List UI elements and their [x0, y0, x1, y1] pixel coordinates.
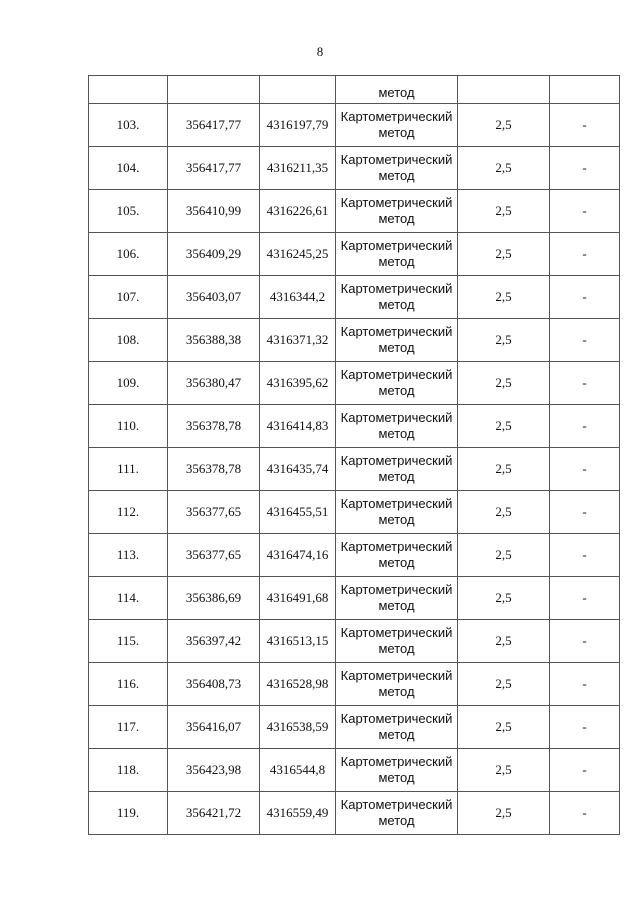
x-coordinate-cell: 356397,42 — [168, 620, 260, 663]
point-number-cell: 114. — [89, 577, 168, 620]
table-row — [89, 620, 620, 663]
method-line-2: метод — [378, 426, 415, 441]
table-row — [89, 706, 620, 749]
accuracy-cell: 2,5 — [458, 190, 550, 233]
table-row — [89, 405, 620, 448]
y-coordinate-cell — [260, 76, 336, 104]
point-number-cell: 108. — [89, 319, 168, 362]
method-line-1: Картометрический — [340, 453, 453, 468]
method-line-2: метод — [378, 383, 415, 398]
method-cell — [336, 792, 458, 835]
method-line-1: Картометрический — [340, 281, 453, 296]
x-coordinate-cell: 356410,99 — [168, 190, 260, 233]
method-line-2: метод — [378, 684, 415, 699]
method-cell — [336, 577, 458, 620]
method-line-1: Картометрический — [340, 109, 453, 124]
method-cell — [336, 233, 458, 276]
x-coordinate-cell: 356388,38 — [168, 319, 260, 362]
y-coordinate-cell: 4316513,15 — [260, 620, 336, 663]
page-number: 8 — [316, 44, 324, 59]
y-coordinate-cell: 4316544,8 — [260, 749, 336, 792]
x-coordinate-cell: 356417,77 — [168, 104, 260, 147]
method-line-2: метод — [378, 211, 415, 226]
method-line-1: Картометрический — [340, 410, 453, 425]
method-line-1: Картометрический — [340, 668, 453, 683]
method-line-2: метод — [378, 469, 415, 484]
table-row — [89, 534, 620, 577]
x-coordinate-cell: 356403,07 — [168, 276, 260, 319]
description-cell — [550, 76, 620, 104]
point-number-cell: 107. — [89, 276, 168, 319]
description-cell: - — [550, 534, 620, 577]
table-row — [89, 491, 620, 534]
table-row — [89, 233, 620, 276]
description-cell: - — [550, 663, 620, 706]
y-coordinate-cell: 4316455,51 — [260, 491, 336, 534]
method-cell — [336, 749, 458, 792]
point-number-cell: 112. — [89, 491, 168, 534]
x-coordinate-cell: 356417,77 — [168, 147, 260, 190]
method-line-2: метод — [378, 254, 415, 269]
accuracy-cell: 2,5 — [458, 319, 550, 362]
method-cell — [336, 319, 458, 362]
method-line-1: Картометрический — [340, 625, 453, 640]
accuracy-cell — [458, 76, 550, 104]
x-coordinate-cell: 356423,98 — [168, 749, 260, 792]
method-line-2: метод — [378, 125, 415, 140]
accuracy-cell: 2,5 — [458, 706, 550, 749]
description-cell: - — [550, 319, 620, 362]
point-number-cell: 106. — [89, 233, 168, 276]
method-cell — [336, 362, 458, 405]
x-coordinate-cell: 356409,29 — [168, 233, 260, 276]
y-coordinate-cell: 4316435,74 — [260, 448, 336, 491]
point-number-cell: 105. — [89, 190, 168, 233]
point-number-cell: 110. — [89, 405, 168, 448]
point-number-cell: 116. — [89, 663, 168, 706]
method-cell — [336, 448, 458, 491]
method-line-1: Картометрический — [340, 496, 453, 511]
accuracy-cell: 2,5 — [458, 448, 550, 491]
description-cell: - — [550, 792, 620, 835]
method-cell — [336, 706, 458, 749]
method-cell — [336, 405, 458, 448]
method-line-2: метод — [378, 340, 415, 355]
method-line-1: Картометрический — [340, 797, 453, 812]
accuracy-cell: 2,5 — [458, 792, 550, 835]
accuracy-cell: 2,5 — [458, 620, 550, 663]
method-line-2: метод — [378, 727, 415, 742]
method-line-1: Картометрический — [340, 539, 453, 554]
method-cell — [336, 620, 458, 663]
y-coordinate-cell: 4316414,83 — [260, 405, 336, 448]
y-coordinate-cell: 4316211,35 — [260, 147, 336, 190]
x-coordinate-cell: 356386,69 — [168, 577, 260, 620]
description-cell: - — [550, 749, 620, 792]
description-cell: - — [550, 577, 620, 620]
table-row — [89, 792, 620, 835]
description-cell: - — [550, 104, 620, 147]
method-line-1: Картометрический — [340, 754, 453, 769]
y-coordinate-cell: 4316538,59 — [260, 706, 336, 749]
y-coordinate-cell: 4316559,49 — [260, 792, 336, 835]
method-line-2: метод — [378, 555, 415, 570]
y-coordinate-cell: 4316474,16 — [260, 534, 336, 577]
accuracy-cell: 2,5 — [458, 233, 550, 276]
method-line-1: Картометрический — [340, 367, 453, 382]
point-number-cell: 115. — [89, 620, 168, 663]
method-cell — [336, 276, 458, 319]
table-row — [89, 104, 620, 147]
method-line-1: Картометрический — [340, 152, 453, 167]
description-cell: - — [550, 190, 620, 233]
method-cell — [336, 76, 458, 104]
y-coordinate-cell: 4316344,2 — [260, 276, 336, 319]
y-coordinate-cell: 4316197,79 — [260, 104, 336, 147]
x-coordinate-cell: 356421,72 — [168, 792, 260, 835]
method-line-2: метод — [378, 770, 415, 785]
description-cell: - — [550, 147, 620, 190]
method-line-2: метод — [378, 512, 415, 527]
y-coordinate-cell: 4316395,62 — [260, 362, 336, 405]
method-line-1: Картометрический — [340, 711, 453, 726]
point-number-cell: 117. — [89, 706, 168, 749]
description-cell: - — [550, 491, 620, 534]
method-cell — [336, 534, 458, 577]
y-coordinate-cell: 4316371,32 — [260, 319, 336, 362]
accuracy-cell: 2,5 — [458, 104, 550, 147]
method-cell — [336, 147, 458, 190]
accuracy-cell: 2,5 — [458, 534, 550, 577]
table-row — [89, 276, 620, 319]
method-cell — [336, 663, 458, 706]
accuracy-cell: 2,5 — [458, 491, 550, 534]
method-cell — [336, 491, 458, 534]
method-line-2: метод — [378, 813, 415, 828]
method-line-2: метод — [378, 641, 415, 656]
x-coordinate-cell: 356408,73 — [168, 663, 260, 706]
method-cell — [336, 190, 458, 233]
table-row — [89, 663, 620, 706]
accuracy-cell: 2,5 — [458, 276, 550, 319]
y-coordinate-cell: 4316245,25 — [260, 233, 336, 276]
table-row — [89, 577, 620, 620]
x-coordinate-cell: 356378,78 — [168, 405, 260, 448]
method-line-2: метод — [378, 168, 415, 183]
y-coordinate-cell: 4316528,98 — [260, 663, 336, 706]
table-row — [89, 319, 620, 362]
accuracy-cell: 2,5 — [458, 147, 550, 190]
accuracy-cell: 2,5 — [458, 663, 550, 706]
point-number-cell: 109. — [89, 362, 168, 405]
x-coordinate-cell: 356380,47 — [168, 362, 260, 405]
description-cell: - — [550, 233, 620, 276]
method-line-1: Картометрический — [340, 238, 453, 253]
point-number-cell: 113. — [89, 534, 168, 577]
accuracy-cell: 2,5 — [458, 577, 550, 620]
table-row — [89, 448, 620, 491]
x-coordinate-cell: 356377,65 — [168, 491, 260, 534]
description-cell: - — [550, 620, 620, 663]
table-row — [89, 147, 620, 190]
method-line-1: Картометрический — [340, 195, 453, 210]
method-line-1: Картометрический — [340, 582, 453, 597]
point-number-cell — [89, 76, 168, 104]
point-number-cell: 119. — [89, 792, 168, 835]
x-coordinate-cell — [168, 76, 260, 104]
method-line-1: Картометрический — [340, 324, 453, 339]
method-text: метод — [378, 84, 415, 100]
y-coordinate-cell: 4316226,61 — [260, 190, 336, 233]
description-cell: - — [550, 448, 620, 491]
coordinates-table — [88, 75, 620, 835]
table-row — [89, 190, 620, 233]
y-coordinate-cell: 4316491,68 — [260, 577, 336, 620]
x-coordinate-cell: 356377,65 — [168, 534, 260, 577]
point-number-cell: 118. — [89, 749, 168, 792]
point-number-cell: 104. — [89, 147, 168, 190]
table-row-continuation — [89, 76, 620, 104]
accuracy-cell: 2,5 — [458, 749, 550, 792]
table-row — [89, 362, 620, 405]
method-line-2: метод — [378, 598, 415, 613]
description-cell: - — [550, 276, 620, 319]
method-cell — [336, 104, 458, 147]
description-cell: - — [550, 405, 620, 448]
point-number-cell: 111. — [89, 448, 168, 491]
accuracy-cell: 2,5 — [458, 405, 550, 448]
table-row — [89, 749, 620, 792]
x-coordinate-cell: 356416,07 — [168, 706, 260, 749]
description-cell: - — [550, 706, 620, 749]
accuracy-cell: 2,5 — [458, 362, 550, 405]
method-line-2: метод — [378, 297, 415, 312]
x-coordinate-cell: 356378,78 — [168, 448, 260, 491]
description-cell: - — [550, 362, 620, 405]
point-number-cell: 103. — [89, 104, 168, 147]
